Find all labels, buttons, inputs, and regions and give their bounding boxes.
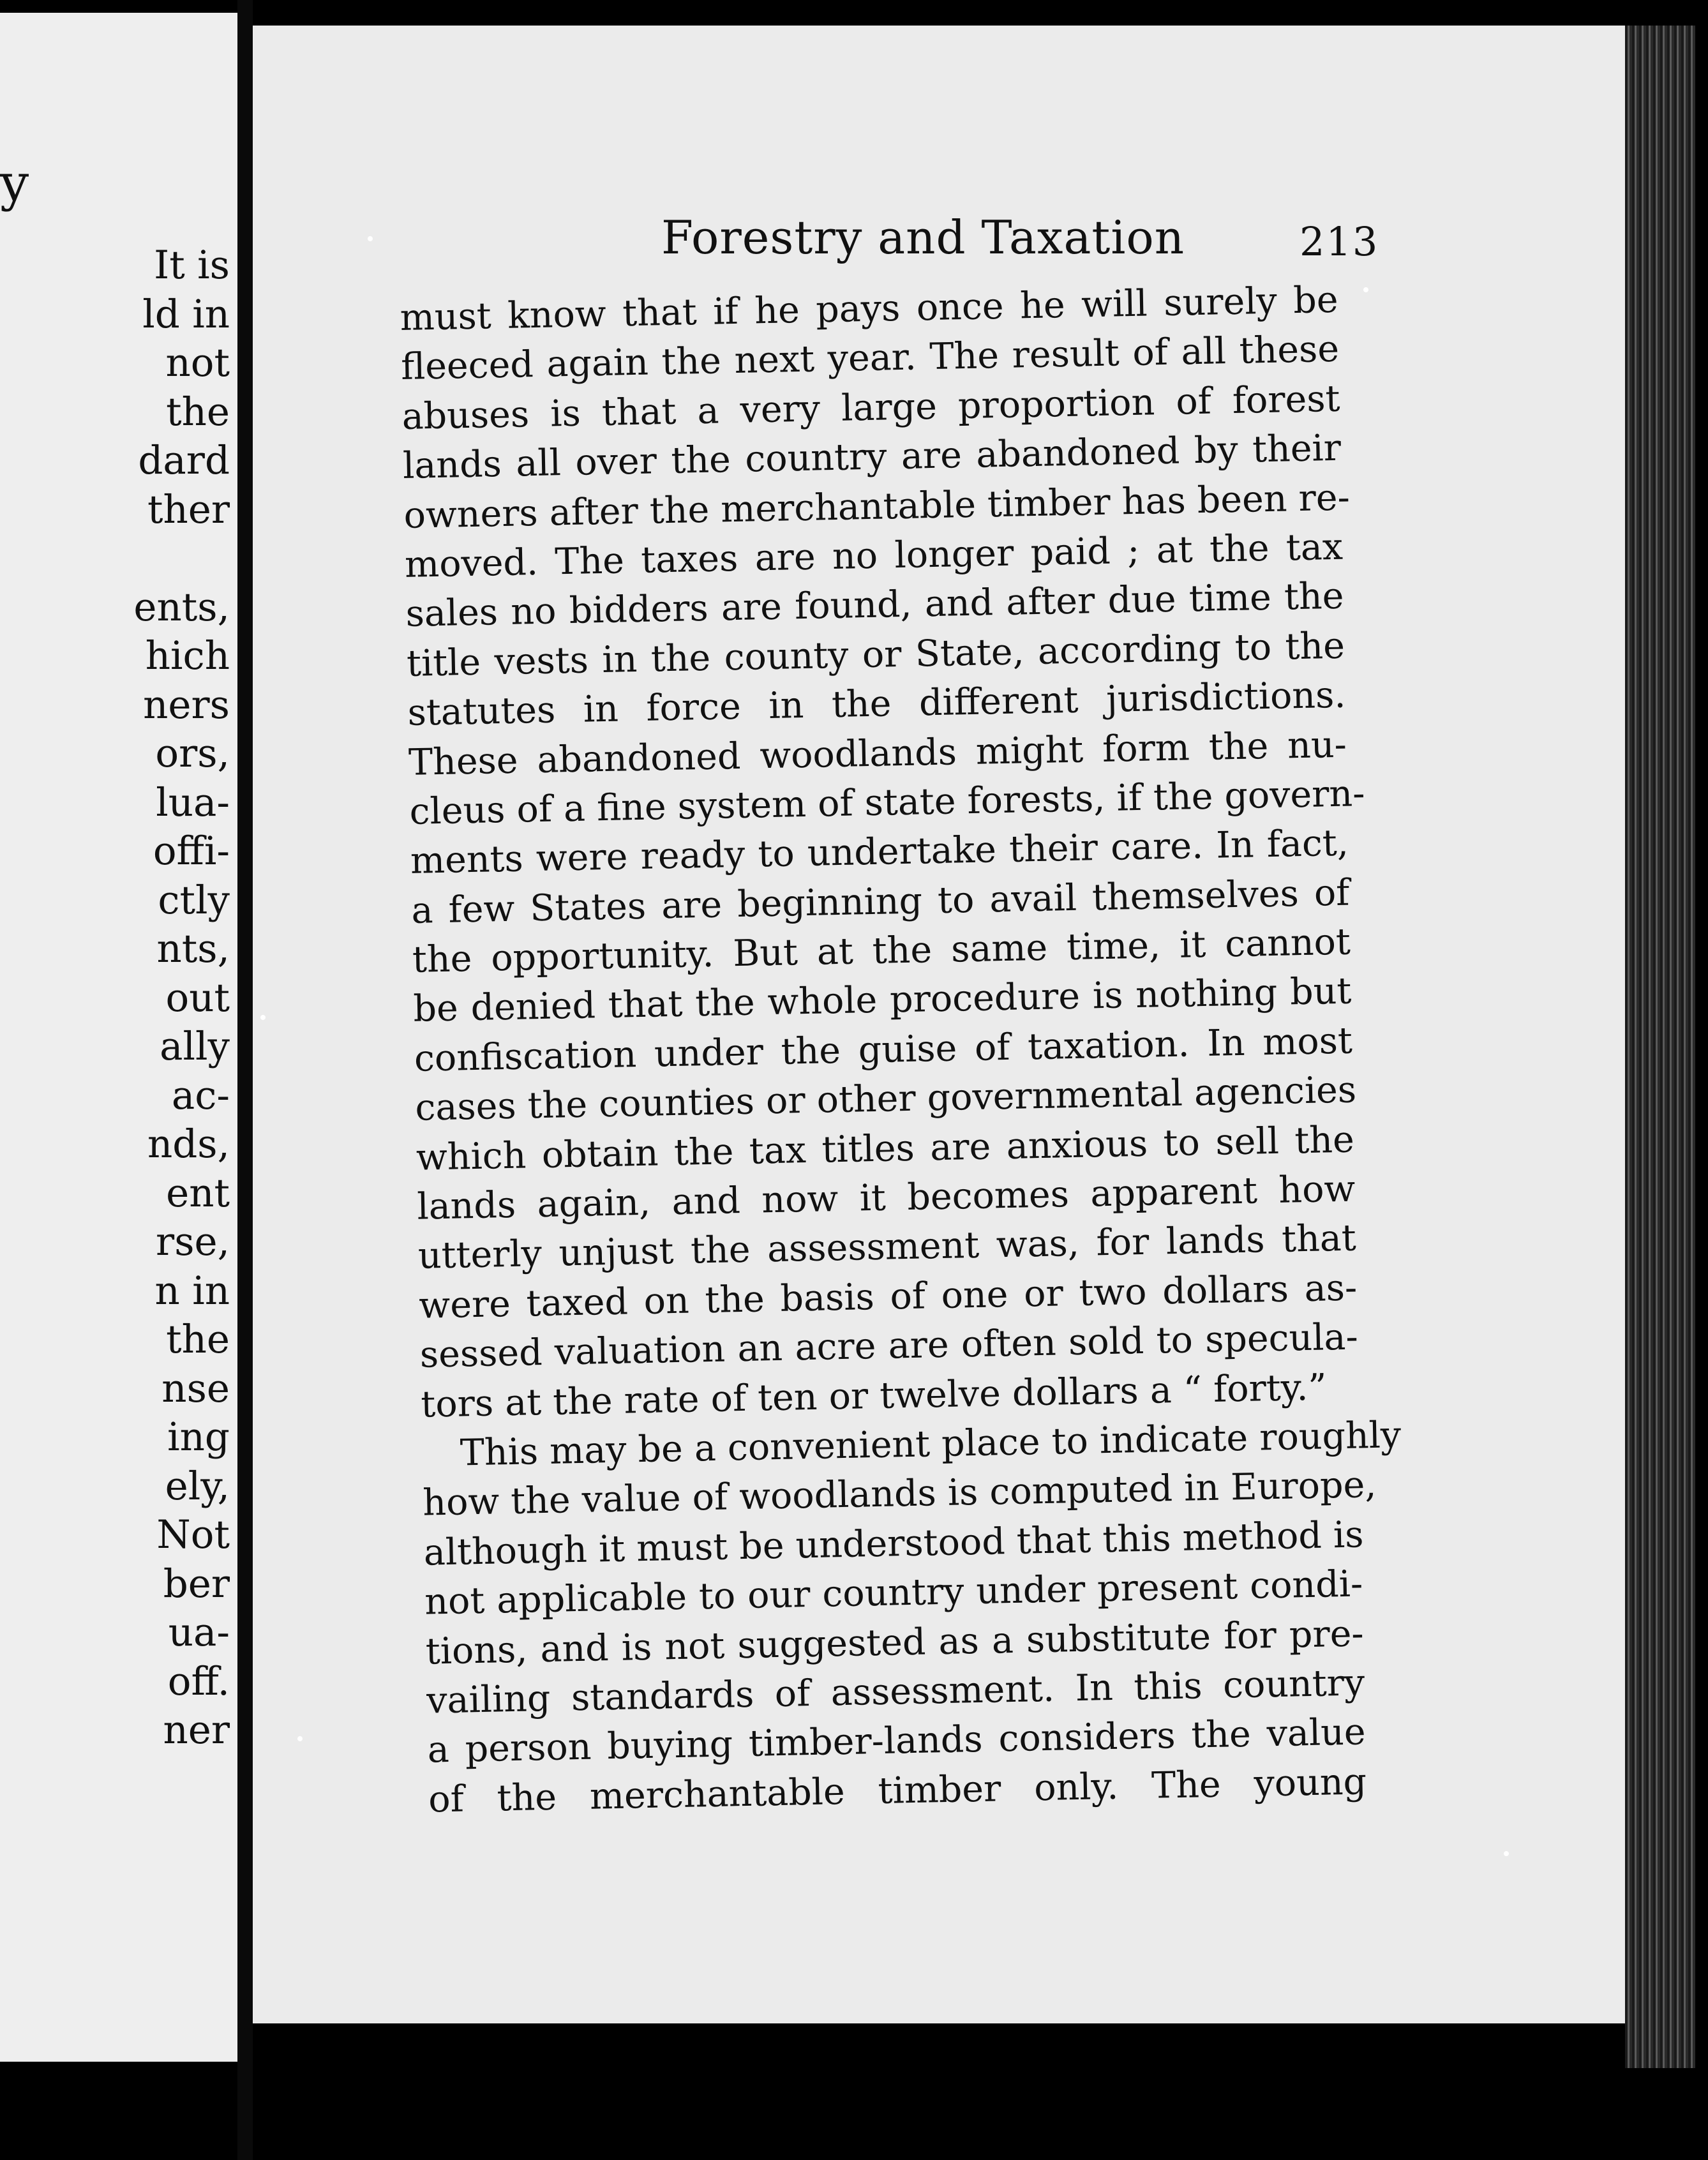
facing-page-line-fragment: nse xyxy=(161,1365,230,1411)
facing-page-line-fragment: ally xyxy=(160,1024,230,1069)
facing-page-line-fragment: the xyxy=(166,389,230,435)
facing-page-line-fragment: hich xyxy=(145,633,230,679)
scan-speck xyxy=(368,236,373,241)
facing-page-line-fragment: ner xyxy=(163,1707,230,1753)
page-number: 213 xyxy=(1300,218,1379,265)
text-line: fleeced again the next year. The result of all these xyxy=(400,328,1340,389)
text-line: not applicable to our country under present condi- xyxy=(424,1563,1363,1623)
facing-page-line-fragment: It is xyxy=(154,243,230,288)
facing-page-line-fragment: nds, xyxy=(147,1121,230,1167)
running-title: Forestry and Taxation xyxy=(661,211,1185,264)
facing-page-line-fragment: dard xyxy=(138,438,230,483)
text-line: title vests in the county or State, according to the xyxy=(406,624,1345,685)
text-line: tions, and is not suggested as a substitute for pre- xyxy=(425,1612,1365,1673)
facing-page-line-fragment: lua- xyxy=(156,779,230,825)
text-line: of the merchantable timber only. The young xyxy=(428,1760,1367,1821)
text-line: how the value of woodlands is computed in Europe, xyxy=(422,1464,1377,1525)
text-line: lands again, and now it becomes apparent how xyxy=(416,1167,1356,1228)
facing-page-line-fragment: nts, xyxy=(156,926,230,971)
facing-page-running-head: y xyxy=(0,153,29,213)
facing-page-line-fragment: ors, xyxy=(155,731,230,776)
text-line: which obtain the tax titles are anxious to sell the xyxy=(416,1118,1355,1179)
text-line: ments were ready to undertake their care. In fact, xyxy=(410,821,1349,883)
text-line: owners after the merchantable timber has been re- xyxy=(403,476,1351,537)
scan-speck xyxy=(260,1015,266,1020)
facing-page-line-fragment: the xyxy=(166,1317,230,1362)
text-line: were taxed on the basis of one or two dollars as- xyxy=(418,1266,1358,1327)
facing-page-line-fragment: ing xyxy=(167,1414,230,1460)
body-text xyxy=(400,276,1402,1825)
book-fore-edge xyxy=(1625,26,1695,2068)
facing-page-line-fragment: ctly xyxy=(158,877,230,923)
text-line: moved. The taxes are no longer paid ; at the tax xyxy=(404,525,1344,586)
scan-speck xyxy=(1504,1851,1509,1856)
scan-speck xyxy=(1363,287,1368,292)
text-line: tors at the rate of ten or twelve dollars a “ forty.” xyxy=(420,1366,1328,1426)
facing-page xyxy=(0,13,241,2062)
facing-page-line-fragment: out xyxy=(165,975,230,1021)
text-line: although it must be understood that this method is xyxy=(423,1513,1364,1574)
facing-page-line-fragment: Not xyxy=(156,1512,230,1557)
facing-page-line-fragment: ber xyxy=(163,1561,230,1607)
facing-page-line-fragment: rse, xyxy=(156,1219,230,1264)
facing-page-line-fragment: ac- xyxy=(171,1072,230,1118)
facing-page-line-fragment: not xyxy=(165,340,230,386)
text-line: the opportunity. But at the same time, it cannot xyxy=(412,920,1351,981)
text-line: be denied that the whole procedure is nothing but xyxy=(412,970,1352,1031)
text-line: sales no bidders are found, and after due time the xyxy=(405,575,1345,636)
facing-page-line-fragment: ners xyxy=(143,682,230,728)
book-gutter xyxy=(237,0,253,2160)
text-line: a person buying timber-lands considers the value xyxy=(427,1711,1367,1771)
facing-page-line-fragment: ther xyxy=(147,486,230,532)
page-header xyxy=(253,204,1625,268)
facing-page-line-fragment: ua- xyxy=(168,1610,230,1655)
text-line: These abandoned woodlands might form the nu- xyxy=(408,723,1347,784)
text-line: abuses is that a very large proportion of forest xyxy=(401,377,1341,438)
text-line: lands all over the country are abandoned by their xyxy=(402,426,1342,488)
text-line: This may be a convenient place to indicate roughly xyxy=(460,1414,1402,1474)
facing-page-line-fragment: ents, xyxy=(133,584,230,630)
text-line: utterly unjust the assessment was, for lands that xyxy=(417,1217,1357,1278)
facing-page-line-fragment: ely, xyxy=(165,1463,230,1509)
facing-page-line-fragment: ld in xyxy=(142,291,230,337)
text-line: sessed valuation an acre are often sold to specula- xyxy=(419,1316,1359,1376)
text-line: vailing standards of assessment. In this country xyxy=(426,1661,1365,1722)
facing-page-line-fragment: ent xyxy=(166,1170,230,1216)
text-line: a few States are beginning to avail themselves of xyxy=(410,871,1350,932)
text-line: must know that if he pays once he will surely be xyxy=(400,278,1339,339)
text-line: confiscation under the guise of taxation. In most xyxy=(414,1019,1353,1080)
book-page xyxy=(253,26,1625,2023)
facing-page-line-fragment: off. xyxy=(167,1658,230,1704)
facing-page-line-fragment: offi- xyxy=(153,829,230,874)
scan-speck xyxy=(297,1736,303,1741)
text-line: statutes in force in the different jurisdictions. xyxy=(407,673,1346,734)
text-line: cases the counties or other governmental agencies xyxy=(414,1069,1357,1130)
text-line: cleus of a fine system of state forests, if the govern- xyxy=(408,772,1365,833)
facing-page-line-fragment: n in xyxy=(154,1268,230,1314)
